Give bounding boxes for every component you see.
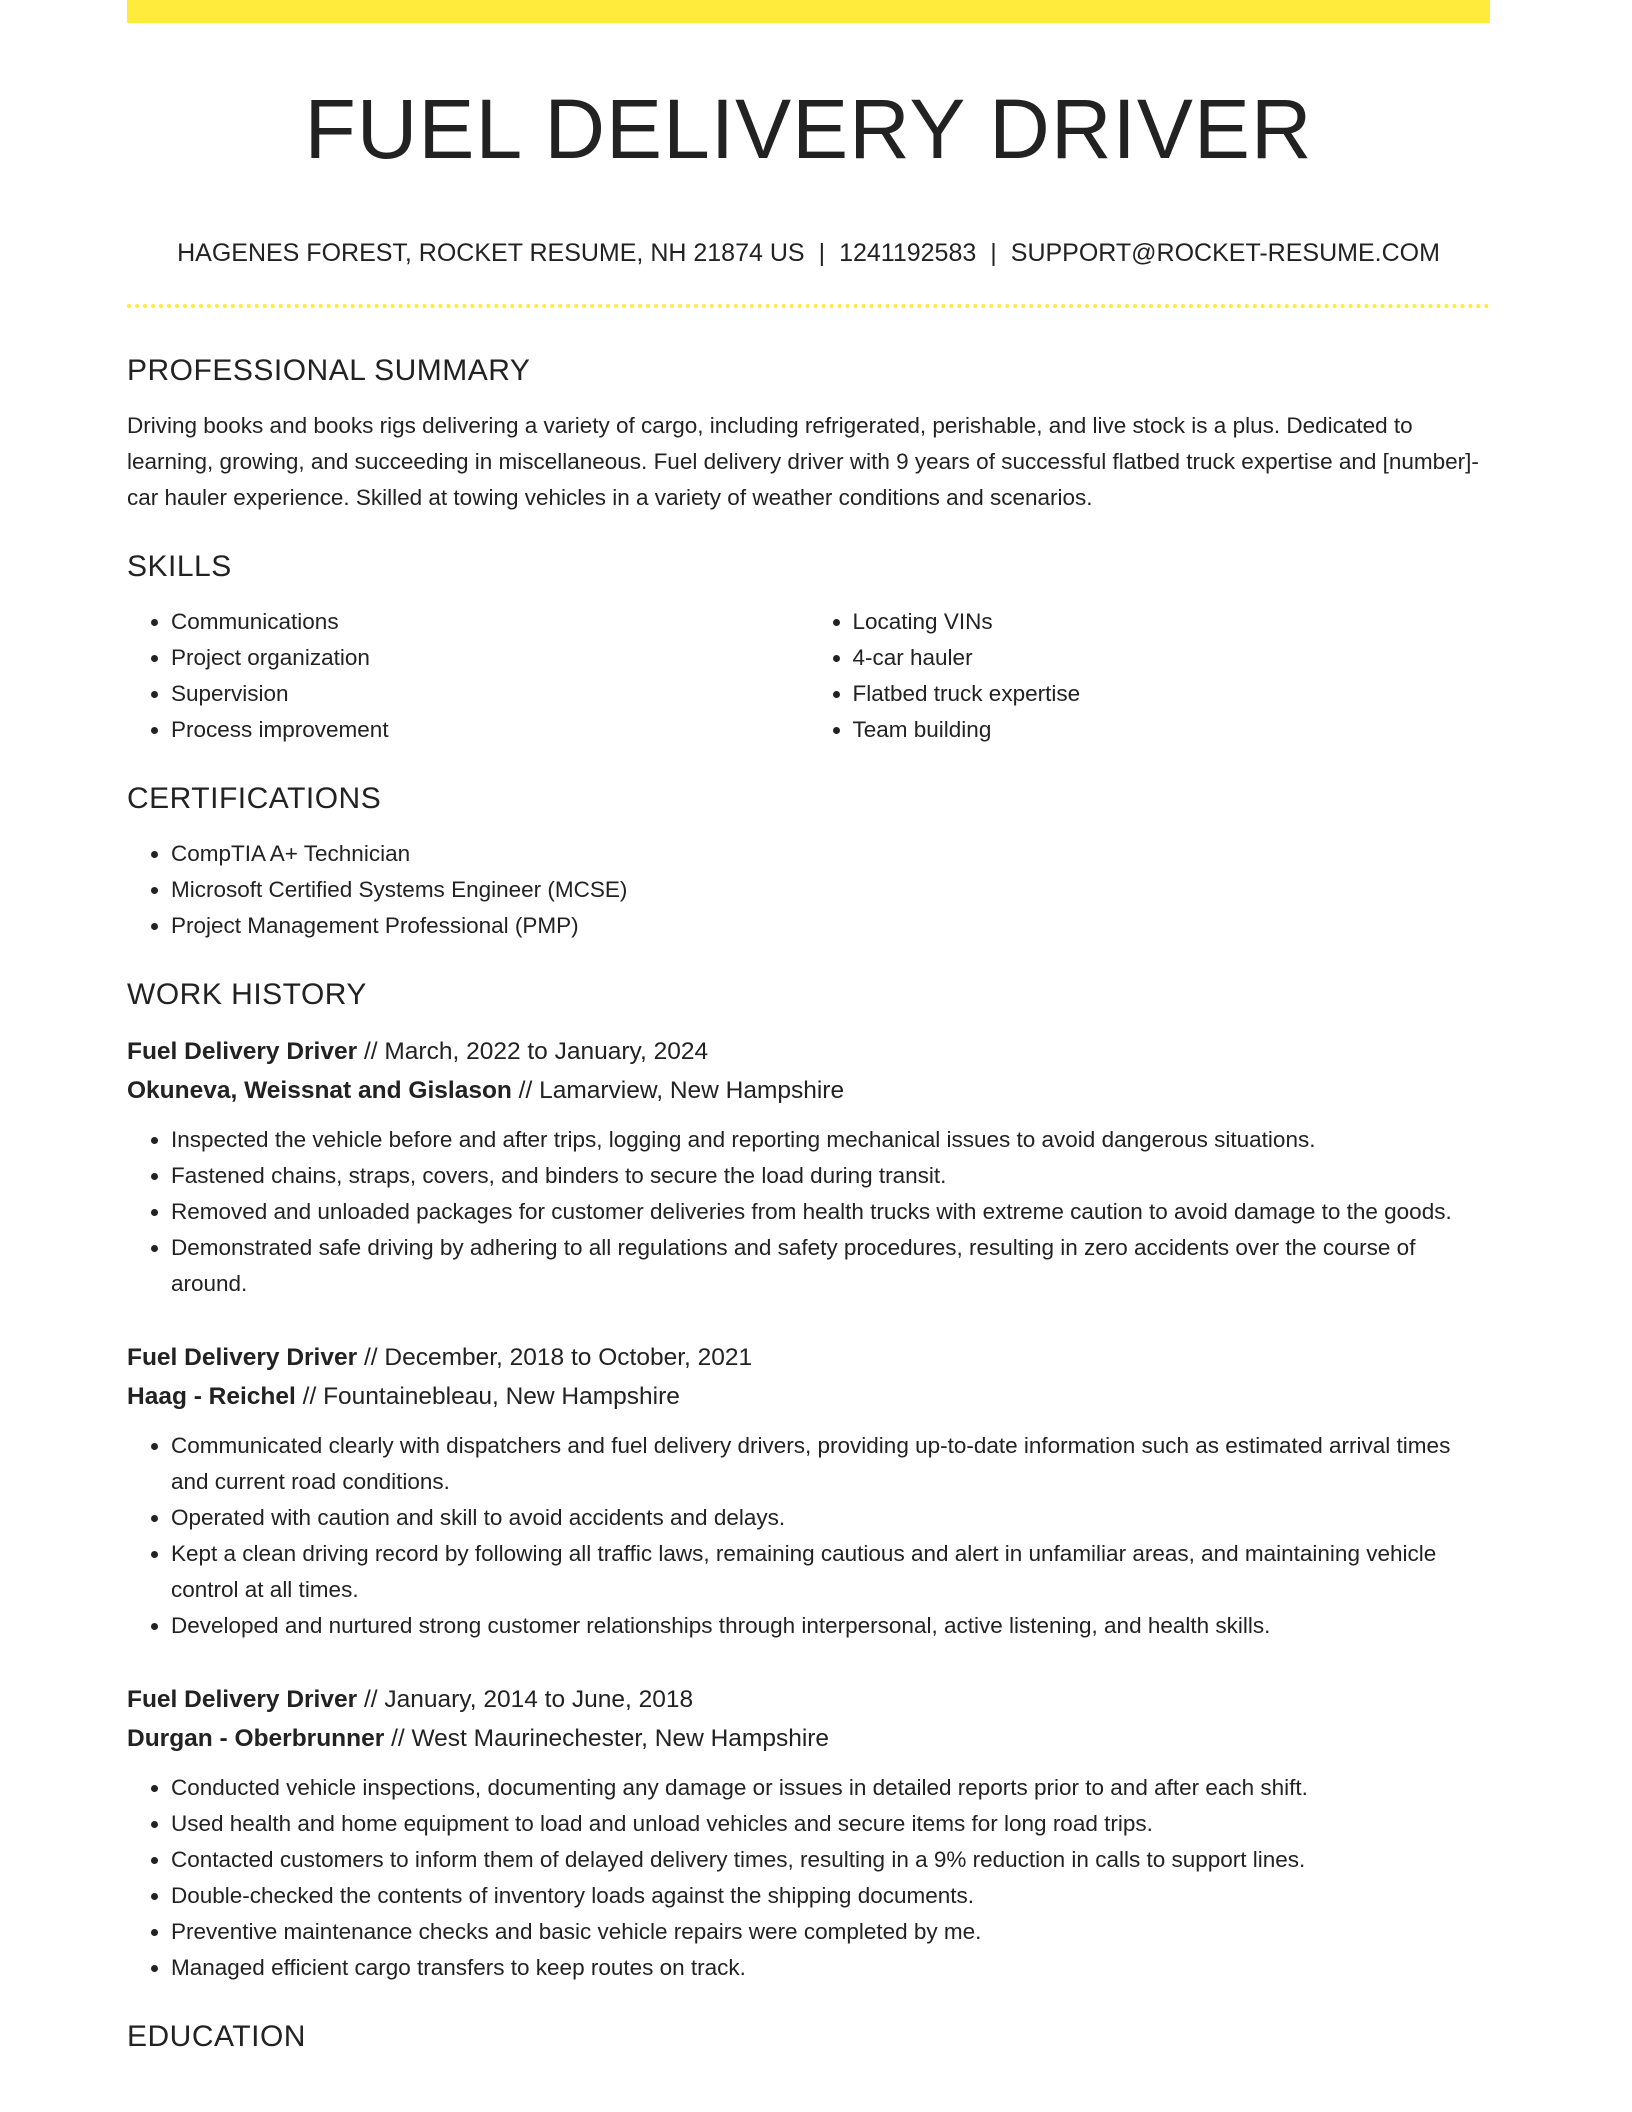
education-heading: EDUCATION bbox=[127, 2020, 306, 2053]
job-bullet: • Kept a clean driving record by following all traffic laws, remaining cautious and alert in unfamiliar areas, and maintaining vehicle control at all times. bbox=[171, 1536, 1490, 1608]
certifications-list bbox=[127, 836, 1490, 944]
job-bullet: • Removed and unloaded packages for customer deliveries from health trucks with extreme caution to avoid damage to the goods. bbox=[171, 1194, 1490, 1230]
job-bullet: • Fastened chains, straps, covers, and binders to secure the load during transit. bbox=[171, 1158, 1490, 1194]
contact-line bbox=[127, 238, 1490, 268]
job-title-line bbox=[127, 1680, 1490, 1719]
contact-separator: | bbox=[818, 239, 826, 267]
contact-address: HAGENES FOREST, ROCKET RESUME, NH 21874 US bbox=[177, 239, 805, 267]
skills-list-right bbox=[809, 604, 1491, 748]
job-bullet: • Communicated clearly with dispatchers and fuel delivery drivers, providing up-to-date information such as estimated arrival times and current road conditions. bbox=[171, 1428, 1490, 1500]
job-bullets bbox=[127, 1428, 1490, 1644]
job-dates: // December, 2018 to October, 2021 bbox=[357, 1344, 753, 1371]
summary-text: Driving books and books rigs delivering a variety of cargo, including refrigerated, perishable, and live stock is a plus. Dedicated to learning, growing, and succeeding in miscellaneous. Fuel delivery driver with 9 years of successful flatbed truck expertise and [number]-car hauler experience. Skilled at towing vehicles in a variety of weather conditions and scenarios. bbox=[127, 413, 1479, 510]
certification-item: • CompTIA A+ Technician bbox=[171, 836, 1490, 872]
job-location: // West Maurinechester, New Hampshire bbox=[384, 1725, 830, 1752]
job-entry bbox=[127, 1032, 1490, 1302]
job-entry bbox=[127, 1338, 1490, 1644]
job-bullet: • Inspected the vehicle before and after trips, logging and reporting mechanical issues to avoid dangerous situations. bbox=[171, 1122, 1490, 1158]
certification-item: • Microsoft Certified Systems Engineer (MCSE) bbox=[171, 872, 1490, 908]
skill-item: • Communications bbox=[171, 604, 809, 640]
skill-item: • Team building bbox=[853, 712, 1491, 748]
job-bullet: • Managed efficient cargo transfers to keep routes on track. bbox=[171, 1950, 1490, 1986]
education-section bbox=[127, 2018, 1490, 2056]
certification-item: • Project Management Professional (PMP) bbox=[171, 908, 1490, 944]
skills-heading: SKILLS bbox=[127, 550, 232, 583]
skill-item: • Flatbed truck expertise bbox=[853, 676, 1491, 712]
job-bullet: • Contacted customers to inform them of delayed delivery times, resulting in a 9% reduction in calls to support lines. bbox=[171, 1842, 1490, 1878]
contact-email: SUPPORT@ROCKET-RESUME.COM bbox=[1010, 239, 1440, 267]
summary-section bbox=[127, 352, 1490, 516]
contact-phone: 1241192583 bbox=[839, 239, 977, 267]
job-bullet: • Conducted vehicle inspections, documenting any damage or issues in detailed reports prior to and after each shift. bbox=[171, 1770, 1490, 1806]
job-entry bbox=[127, 1680, 1490, 1986]
job-title: Fuel Delivery Driver bbox=[127, 1344, 358, 1371]
certifications-section bbox=[127, 780, 1490, 944]
skills-columns bbox=[127, 604, 1490, 748]
certifications-heading: CERTIFICATIONS bbox=[127, 782, 382, 815]
job-bullet: • Preventive maintenance checks and basic vehicle repairs were completed by me. bbox=[171, 1914, 1490, 1950]
job-location: // Fountainebleau, New Hampshire bbox=[295, 1383, 680, 1410]
contact-separator: | bbox=[990, 239, 997, 267]
summary-heading: PROFESSIONAL SUMMARY bbox=[127, 354, 531, 387]
job-bullet: • Double-checked the contents of inventory loads against the shipping documents. bbox=[171, 1878, 1490, 1914]
job-bullet: • Developed and nurtured strong customer relationships through interpersonal, active listening, and health skills. bbox=[171, 1608, 1490, 1644]
skill-item: • Supervision bbox=[171, 676, 809, 712]
job-title: Fuel Delivery Driver bbox=[127, 1686, 358, 1713]
skill-item: • Locating VINs bbox=[853, 604, 1491, 640]
job-title-line bbox=[127, 1032, 1490, 1071]
job-location: // Lamarview, New Hampshire bbox=[511, 1077, 845, 1104]
job-title: Fuel Delivery Driver bbox=[127, 1038, 358, 1065]
dotted-divider bbox=[127, 304, 1490, 308]
job-company: Haag - Reichel bbox=[127, 1383, 296, 1410]
top-accent-bar bbox=[127, 0, 1490, 23]
job-company-line bbox=[127, 1377, 1490, 1416]
skills-list-left bbox=[127, 604, 809, 748]
job-bullet: • Used health and home equipment to load and unload vehicles and secure items for long road trips. bbox=[171, 1806, 1490, 1842]
skill-item: • Process improvement bbox=[171, 712, 809, 748]
skills-section bbox=[127, 548, 1490, 748]
job-bullet: • Operated with caution and skill to avoid accidents and delays. bbox=[171, 1500, 1490, 1536]
job-company-line bbox=[127, 1719, 1490, 1758]
job-dates: // March, 2022 to January, 2024 bbox=[357, 1038, 709, 1065]
job-company: Durgan - Oberbrunner bbox=[127, 1725, 385, 1752]
skill-item: • Project organization bbox=[171, 640, 809, 676]
job-company-line bbox=[127, 1071, 1490, 1110]
job-bullet: • Demonstrated safe driving by adhering to all regulations and safety procedures, resulting in zero accidents over the course of around. bbox=[171, 1230, 1490, 1302]
job-dates: // January, 2014 to June, 2018 bbox=[357, 1686, 694, 1713]
job-bullets bbox=[127, 1770, 1490, 1986]
work-history-section bbox=[127, 976, 1490, 1986]
job-bullets bbox=[127, 1122, 1490, 1302]
skill-item: • 4-car hauler bbox=[853, 640, 1491, 676]
job-company: Okuneva, Weissnat and Gislason bbox=[127, 1077, 512, 1104]
work-history-heading: WORK HISTORY bbox=[127, 978, 367, 1011]
candidate-name: FUEL DELIVERY DRIVER bbox=[304, 82, 1313, 176]
job-title-line bbox=[127, 1338, 1490, 1377]
resume-body bbox=[127, 352, 1490, 2056]
